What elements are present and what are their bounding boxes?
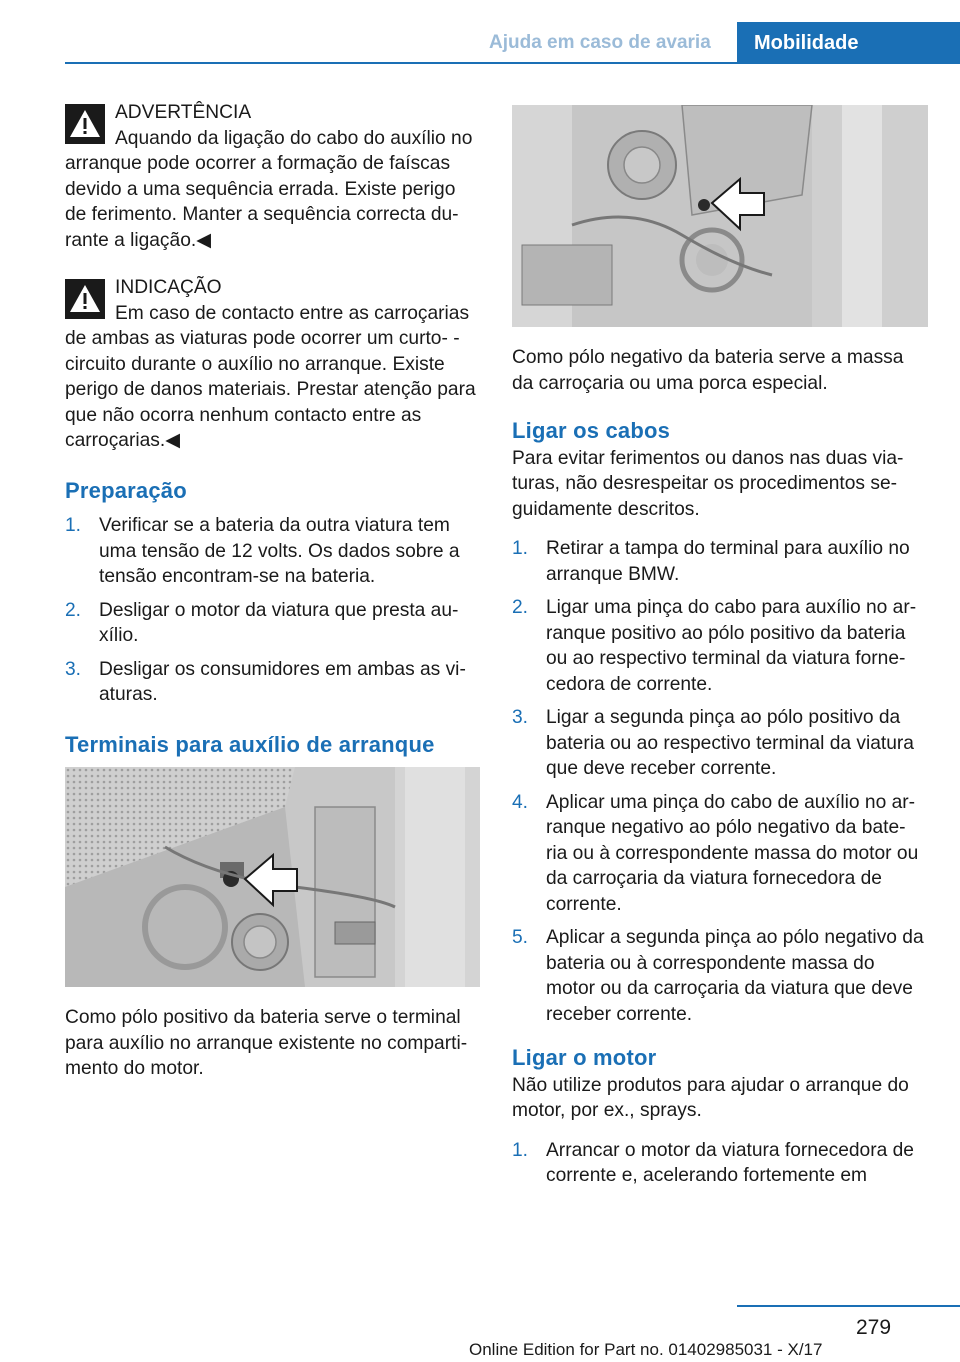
page-number: 279 [856,1316,892,1339]
step-text: Desligar os consumidores em ambas as vi‐ aturas. [99,658,466,705]
preparation-heading: Preparação [65,477,187,503]
header-section-title: Ajuda em caso de avaria [489,32,711,53]
step-text: Desligar o motor da viatura que presta au‐ xílio. [99,599,459,646]
step-number: 3. [65,658,82,680]
header-chapter-tab: Mobilidade [737,22,960,64]
step-number: 1. [512,538,529,559]
step-text: Aplicar uma pinça do cabo de auxílio no ar‐ ranque negativo ao pólo negativo da bate‐ ria ou à correspondente massa do motor ou da carroçaria da viatura fornecedora de corrente. [546,791,919,915]
step-text: Ligar uma pinça do cabo para auxílio no ar‐ ranque positivo ao pólo positivo da bateria ou ao respectivo terminal da viatura forne‐ cedora de corrente. [546,597,917,695]
connect-cables-heading: Ligar os cabos [512,418,671,443]
warning-triangle-icon [65,279,105,319]
engine-bay-negative-ground-photo [512,105,928,327]
left-column [65,100,480,1096]
step-number: 1. [512,1139,529,1161]
step-number: 5. [512,927,529,948]
connect-cables-steps [512,536,928,1027]
right-column [512,100,928,1199]
warning-title: ADVERTÊNCIA [115,102,252,123]
list-item [512,536,928,587]
warning-body: Aquando da ligação do cabo do auxílio no arranque pode ocorrer a formação de faíscas devido a uma sequência errada. Existe perigo de ferimento. Manter a sequência correcta du‐ rante a ligação.◀ [65,127,473,251]
step-text: Retirar a tampa do terminal para auxílio no arranque BMW. [546,538,910,585]
list-item [512,790,928,918]
connect-cables-intro: Para evitar ferimentos ou danos nas duas via‐ turas, não desrespeitar os procedimentos se‐ guidamente descritos. [512,447,904,520]
warning-notice [65,100,480,253]
list-item [512,595,928,697]
start-engine-steps [512,1138,928,1189]
terminals-heading: Terminais para auxílio de arranque [65,731,435,757]
engine-bay-positive-terminal-photo [65,767,480,987]
note-title: INDICAÇÃO [115,277,222,298]
list-item [512,1138,928,1189]
note-notice [65,275,480,454]
list-item [512,705,928,782]
start-engine-heading: Ligar o motor [512,1045,657,1070]
preparation-steps [65,513,480,708]
negative-ground-caption: Como pólo negativo da bateria serve a massa da carroçaria ou uma porca especial. [512,347,904,394]
step-number: 2. [512,597,529,618]
step-text: Ligar a segunda pinça ao pólo positivo da bateria ou ao respectivo terminal da viatura que deve receber corrente. [546,707,914,779]
list-item [512,925,928,1027]
step-number: 4. [512,791,529,813]
list-item [65,513,480,590]
list-item [65,657,480,708]
footer-rule [737,1305,960,1307]
step-number: 1. [65,515,82,536]
step-text: Aplicar a segunda pinça ao pólo negativo da bateria ou à correspondente massa do motor ou da carroçaria da viatura que deve receber corrente. [546,927,924,1025]
header-rule [65,62,960,64]
positive-terminal-caption: Como pólo positivo da bateria serve o terminal para auxílio no arranque existente no comparti‐ mento do motor. [65,1007,468,1079]
step-number: 2. [65,599,82,621]
step-text: Verificar se a bateria da outra viatura tem uma tensão de 12 volts. Os dados sobre a tensão encontram-se na bateria. [99,515,460,587]
warning-triangle-icon [65,104,105,144]
start-engine-intro: Não utilize produtos para ajudar o arranque do motor, por ex., sprays. [512,1074,909,1121]
edition-footer: Online Edition for Part no. 01402985031 - X/17 [469,1340,823,1359]
step-text: Arrancar o motor da viatura fornecedora de corrente e, acelerando fortemente em [546,1139,914,1186]
step-number: 3. [512,707,529,728]
list-item [65,598,480,649]
note-body: Em caso de contacto entre as carroçarias de ambas as viaturas pode ocorrer um curto- -circuito durante o auxílio no arranque. Existe perigo de danos materiais. Prestar atenção para que não ocorra nenhum contacto entre as carroçarias.◀ [65,302,476,451]
